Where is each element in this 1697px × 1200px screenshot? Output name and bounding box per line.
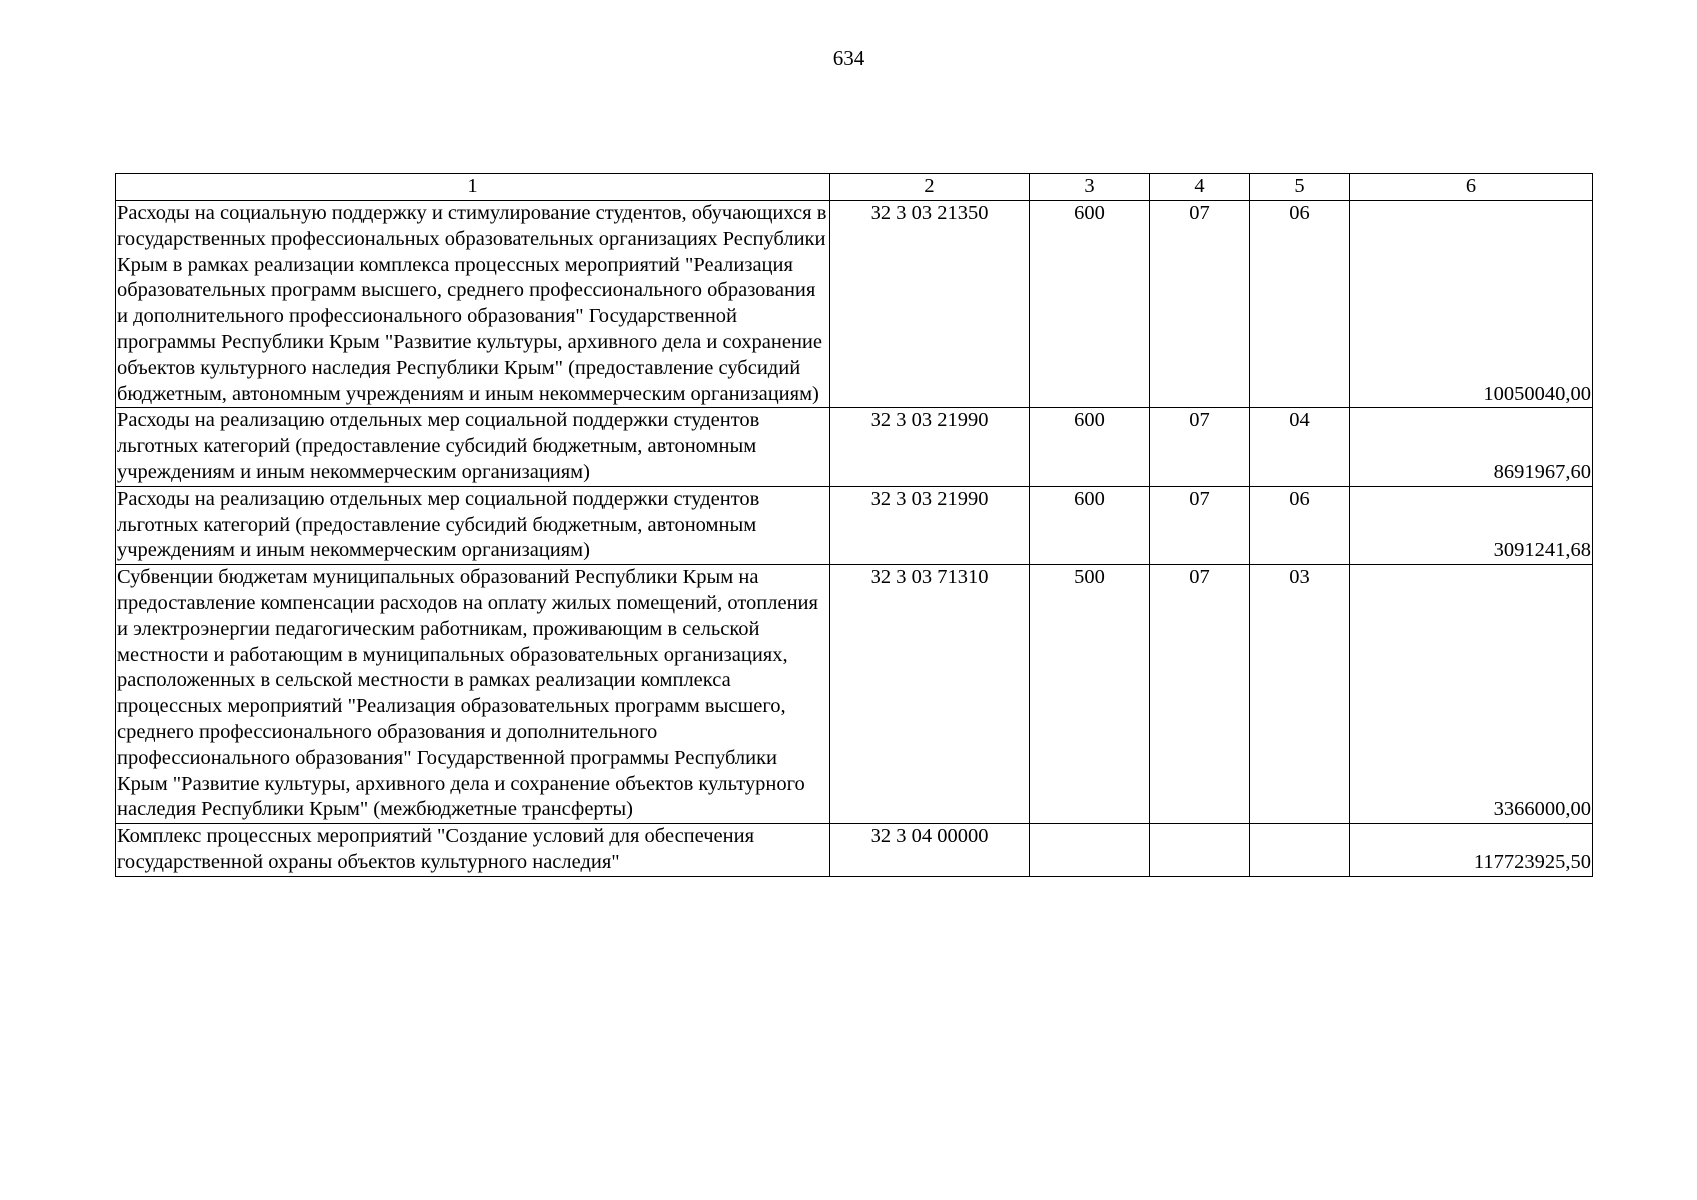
row-target-article: 32 3 04 00000 — [830, 824, 1030, 877]
row-target-article: 32 3 03 21990 — [830, 486, 1030, 564]
page-number: 634 — [832, 46, 865, 70]
header-cell-5: 5 — [1250, 174, 1350, 201]
row-amount: 117723925,50 — [1350, 824, 1593, 877]
row-section: 07 — [1150, 486, 1250, 564]
row-description: Расходы на социальную поддержку и стимулирование студентов, обучающихся в государственных профессиональных образовательных организациях Республики Крым в рамках реализации комплекса процессных мероприятий "Реализация образовательных программ высшего, среднего профессионального образования и дополнительного профессионального образования" Государственной программы Республики Крым "Развитие культуры, архивного дела и сохранение объектов культурного наследия Республики Крым" (предоставление субсидий бюджетным, автономным учреждениям и иным некоммерческим организациям) — [116, 201, 830, 408]
row-description: Расходы на реализацию отдельных мер социальной поддержки студентов льготных категорий (предоставление субсидий бюджетным, автономным учреждениям и иным некоммерческим организациям) — [116, 408, 830, 486]
row-subsection — [1250, 824, 1350, 877]
row-expense-type: 500 — [1030, 565, 1150, 824]
header-cell-1: 1 — [116, 174, 830, 201]
row-expense-type: 600 — [1030, 486, 1150, 564]
row-amount: 8691967,60 — [1350, 408, 1593, 486]
header-cell-3: 3 — [1030, 174, 1150, 201]
row-description: Субвенции бюджетам муниципальных образований Республики Крым на предоставление компенсации расходов на оплату жилых помещений, отопления и электроэнергии педагогическим работникам, проживающим в сельской местности и работающим в муниципальных образовательных организациях, расположенных в сельской местности в рамках реализации комплекса процессных мероприятий "Реализация образовательных программ высшего, среднего профессионального образования и дополнительного профессионального образования" Государственной программы Республики Крым "Развитие культуры, архивного дела и сохранение объектов культурного наследия Республики Крым" (межбюджетные трансферты) — [116, 565, 830, 824]
table-row — [116, 565, 1593, 824]
header-cell-2: 2 — [830, 174, 1030, 201]
row-amount: 3091241,68 — [1350, 486, 1593, 564]
row-section — [1150, 824, 1250, 877]
row-expense-type: 600 — [1030, 201, 1150, 408]
row-expense-type: 600 — [1030, 408, 1150, 486]
row-amount: 10050040,00 — [1350, 201, 1593, 408]
table-row — [116, 201, 1593, 408]
table-header-row — [116, 174, 1593, 201]
header-cell-4: 4 — [1150, 174, 1250, 201]
row-target-article: 32 3 03 21350 — [830, 201, 1030, 408]
row-section: 07 — [1150, 408, 1250, 486]
row-target-article: 32 3 03 71310 — [830, 565, 1030, 824]
row-section: 07 — [1150, 201, 1250, 408]
table-row — [116, 408, 1593, 486]
table-row — [116, 486, 1593, 564]
header-cell-6: 6 — [1350, 174, 1593, 201]
row-amount: 3366000,00 — [1350, 565, 1593, 824]
row-target-article: 32 3 03 21990 — [830, 408, 1030, 486]
table-row — [116, 824, 1593, 877]
row-subsection: 06 — [1250, 486, 1350, 564]
row-section: 07 — [1150, 565, 1250, 824]
row-expense-type — [1030, 824, 1150, 877]
row-subsection: 03 — [1250, 565, 1350, 824]
budget-table — [115, 173, 1593, 877]
row-subsection: 06 — [1250, 201, 1350, 408]
row-description: Комплекс процессных мероприятий "Создание условий для обеспечения государственной охраны объектов культурного наследия" — [116, 824, 830, 877]
row-description: Расходы на реализацию отдельных мер социальной поддержки студентов льготных категорий (предоставление субсидий бюджетным, автономным учреждениям и иным некоммерческим организациям) — [116, 486, 830, 564]
row-subsection: 04 — [1250, 408, 1350, 486]
